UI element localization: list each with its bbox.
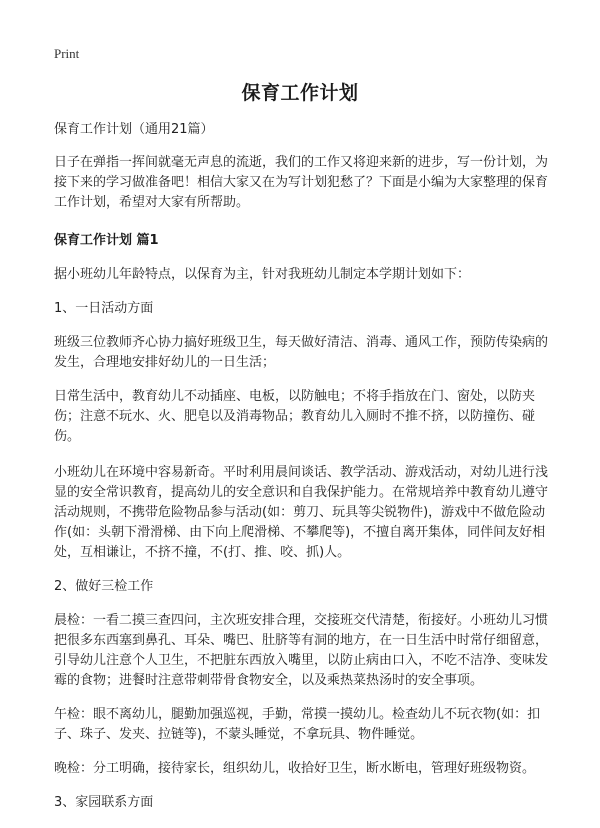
intro-paragraph: 日子在弹指一挥间就毫无声息的流逝，我们的工作又将迎来新的进步，写一份计划，为接下来的学习做准备吧！相信大家又在为写计划犯愁了？下面是小编为大家整理的保育工作计划，希望对大家有所帮助。 <box>54 155 549 210</box>
section-heading: 保育工作计划 篇1 <box>54 233 159 248</box>
paragraph-morning-check: 晨检：一看二摸三查四问，主次班安排合理，交接班交代清楚，衔接好。小班幼儿习惯把很多东西塞到鼻孔、耳朵、嘴巴、肚脐等有洞的地方，在一日生活中时常仔细留意，引导幼儿注意个人卫生，不把脏东西放入嘴里，以防止病由口入，不吃不洁净、变味发霉的食物；进餐时注意带刺带骨食物安全，以及乘热菜热汤时的安全事项。 <box>54 613 549 688</box>
print-link[interactable]: Print <box>54 46 80 61</box>
paragraph-safety-education: 小班幼儿在环境中容易新奇。平时利用晨间谈话、教学活动、游戏活动，对幼儿进行浅显的安全常识教育，提高幼儿的安全意识和自我保护能力。在常规培养中教育幼儿遵守活动规则，不携带危险物品参与活动(如：剪刀、玩具等尖锐物件)，游戏中不做危险动作(如：头朝下滑滑梯、由下向上爬滑梯、不攀爬等)，不擅自离开集体，同伴间友好相处，互相谦让，不挤不撞，不(打、推、咬、抓)人。 <box>54 465 549 560</box>
document-title: 保育工作计划 <box>241 82 359 104</box>
paragraph-evening-check: 晚检：分工明确，接待家长，组织幼儿，收拾好卫生，断水断电，管理好班级物资。 <box>54 761 536 776</box>
document-subtitle: 保育工作计划（通用21篇） <box>54 122 214 137</box>
subheading-home-school-contact: 3、家园联系方面 <box>54 795 154 810</box>
subheading-three-checks: 2、做好三检工作 <box>54 579 154 594</box>
paragraph-noon-check: 午检：眼不离幼儿，腿勤加强巡视，手勤，常摸一摸幼儿。检查幼儿不玩衣物(如：扣子、珠子、发夹、拉链等)，不蒙头睡觉，不拿玩具、物件睡觉。 <box>54 707 541 742</box>
document-body <box>54 120 552 813</box>
paragraph-daily-safety: 日常生活中，教育幼儿不动插座、电板，以防触电；不将手指放在门、窗处，以防夹伤；注意不玩水、火、肥皂以及消毒物品；教育幼儿入厕时不推不挤，以防撞伤、碰伤。 <box>54 389 536 444</box>
paragraph-class-hygiene: 班级三位教师齐心协力搞好班级卫生，每天做好清洁、消毒、通风工作，预防传染病的发生，合理地安排好幼儿的一日生活； <box>54 335 549 370</box>
subheading-daily-activities: 1、一日活动方面 <box>54 301 154 316</box>
paragraph-overview: 据小班幼儿年龄特点，以保育为主，针对我班幼儿制定本学期计划如下： <box>54 267 471 282</box>
